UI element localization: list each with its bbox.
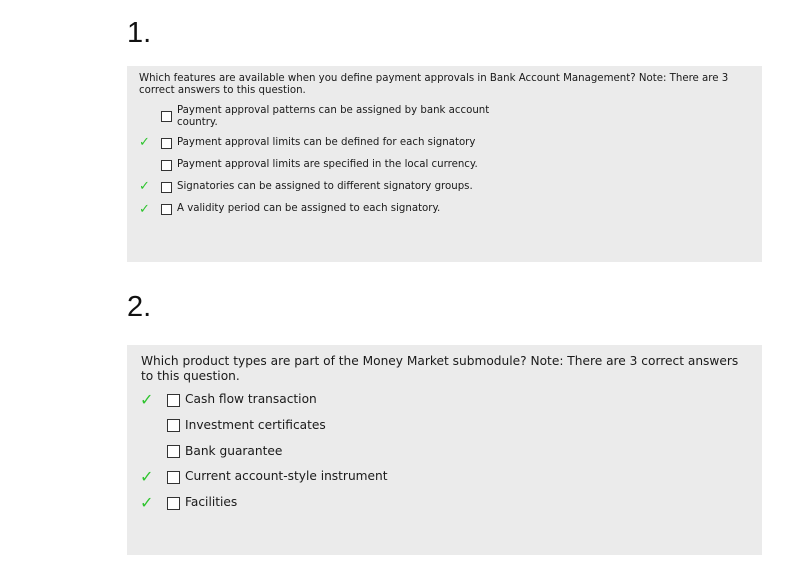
q1-option-2-checkbox[interactable] bbox=[161, 138, 172, 149]
q1-option-5-correct-check-icon: ✓ bbox=[139, 202, 150, 217]
q1-option-4-correct-check-icon: ✓ bbox=[139, 179, 150, 194]
question-1-text: Which features are available when you define payment approvals in Bank Account Management? Note: There are 3 correct answers to this question. bbox=[139, 73, 729, 97]
q2-option-1-checkbox[interactable] bbox=[167, 394, 180, 407]
q1-option-2-correct-check-icon: ✓ bbox=[139, 135, 150, 150]
question-2-number: 2. bbox=[127, 291, 152, 323]
q2-option-2-label: Investment certificates bbox=[185, 418, 326, 432]
q1-option-5-label: A validity period can be assigned to each signatory. bbox=[177, 203, 441, 214]
q2-option-1-label: Cash flow transaction bbox=[185, 392, 317, 406]
q1-option-4-label: Signatories can be assigned to different signatory groups. bbox=[177, 181, 473, 192]
q2-option-3-label: Bank guarantee bbox=[185, 444, 283, 458]
q1-option-5-checkbox[interactable] bbox=[161, 204, 172, 215]
question-2-text: Which product types are part of the Money Market submodule? Note: There are 3 correct answers to this question. bbox=[141, 354, 739, 383]
question-1-card bbox=[127, 66, 762, 262]
q2-option-4-label: Current account-style instrument bbox=[185, 469, 388, 483]
q1-option-3-label: Payment approval limits are specified in the local currency. bbox=[177, 159, 478, 170]
question-2-card bbox=[127, 345, 762, 555]
q2-option-5-correct-check-icon: ✓ bbox=[140, 493, 154, 512]
q1-option-3-checkbox[interactable] bbox=[161, 160, 172, 171]
q2-option-1-correct-check-icon: ✓ bbox=[140, 390, 154, 409]
q2-option-4-correct-check-icon: ✓ bbox=[140, 467, 154, 486]
question-1-number: 1. bbox=[127, 17, 152, 49]
q2-option-5-label: Facilities bbox=[185, 495, 238, 509]
q2-option-5-checkbox[interactable] bbox=[167, 497, 180, 510]
q1-option-4-checkbox[interactable] bbox=[161, 182, 172, 193]
q2-option-3-checkbox[interactable] bbox=[167, 445, 180, 458]
q1-option-1-label: Payment approval patterns can be assigned by bank account country. bbox=[177, 105, 490, 129]
q1-option-2-label: Payment approval limits can be defined for each signatory bbox=[177, 137, 476, 148]
q1-option-1-checkbox[interactable] bbox=[161, 111, 172, 122]
q2-option-4-checkbox[interactable] bbox=[167, 471, 180, 484]
q2-option-2-checkbox[interactable] bbox=[167, 419, 180, 432]
